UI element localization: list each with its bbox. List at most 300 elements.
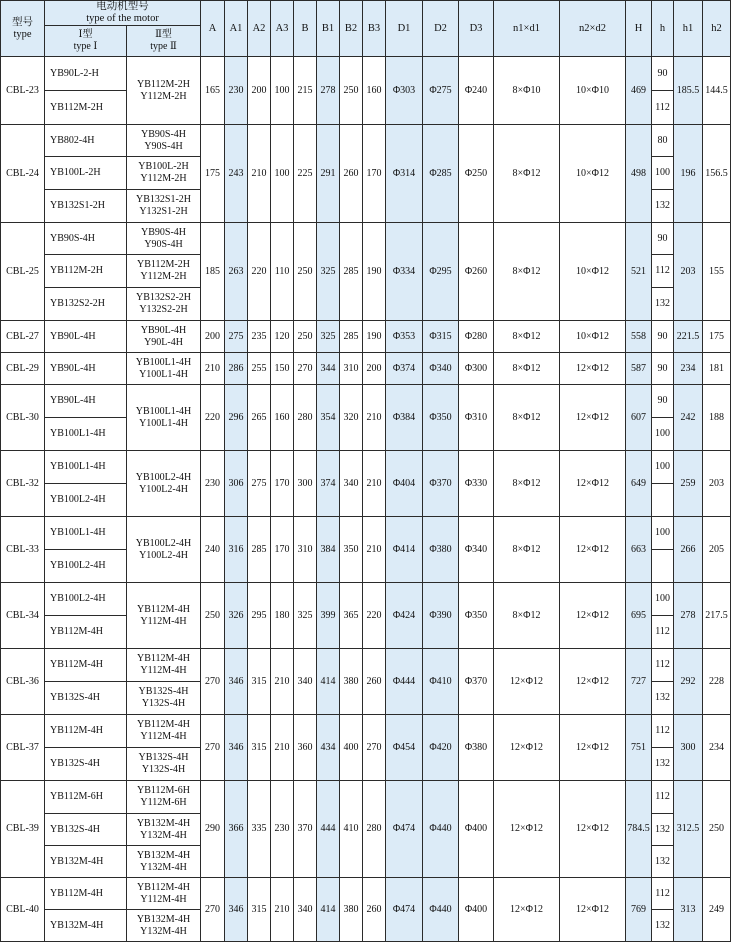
dim-h2-cell: 175 bbox=[703, 321, 731, 353]
motor-type1-cell: YB90L-4H bbox=[45, 385, 127, 418]
dim-n2d2-cell: 12×Φ12 bbox=[560, 583, 626, 649]
table-row bbox=[1, 125, 731, 157]
dim-h1-cell: 313 bbox=[674, 878, 703, 942]
motor-type2-cell bbox=[127, 781, 201, 814]
dim-D3-cell: Φ240 bbox=[459, 57, 494, 125]
dim-B-cell: 250 bbox=[294, 223, 317, 321]
dim-A1-cell: 230 bbox=[225, 57, 248, 125]
type-cell: CBL-32 bbox=[1, 451, 45, 517]
motor-type1-cell: YB132S-4H bbox=[45, 748, 127, 781]
dim-A1-cell: 316 bbox=[225, 517, 248, 583]
dim-A-cell: 270 bbox=[201, 715, 225, 781]
motor-type2-cell bbox=[127, 583, 201, 649]
dim-B1-cell: 374 bbox=[317, 451, 340, 517]
header-col-B1: B1 bbox=[317, 1, 340, 57]
dim-B1-cell: 278 bbox=[317, 57, 340, 125]
dim-B3-cell: 200 bbox=[363, 353, 386, 385]
dim-h-cell: 90 bbox=[652, 385, 674, 418]
dim-n1d1-cell: 12×Φ12 bbox=[494, 781, 560, 878]
dim-B-cell: 225 bbox=[294, 125, 317, 223]
table-row bbox=[1, 321, 731, 353]
dim-D2-cell: Φ440 bbox=[423, 781, 459, 878]
dim-h-cell: 80 bbox=[652, 125, 674, 157]
dim-H-cell: 558 bbox=[626, 321, 652, 353]
dim-D2-cell: Φ390 bbox=[423, 583, 459, 649]
motor-type1-cell: YB100L2-4H bbox=[45, 550, 127, 583]
dim-D3-cell: Φ330 bbox=[459, 451, 494, 517]
dim-B2-cell: 365 bbox=[340, 583, 363, 649]
motor-type2-yb: YB132M-4H bbox=[136, 913, 191, 925]
dim-h1-cell: 266 bbox=[674, 517, 703, 583]
dim-B1-cell: 344 bbox=[317, 353, 340, 385]
motor-type2-y: Y112M-4H bbox=[140, 893, 187, 905]
type-cell: CBL-25 bbox=[1, 223, 45, 321]
dim-h2-cell: 188 bbox=[703, 385, 731, 451]
dim-h2-cell: 217.5 bbox=[703, 583, 731, 649]
dim-D2-cell: Φ420 bbox=[423, 715, 459, 781]
dim-h-cell: 132 bbox=[652, 748, 674, 781]
dim-h2-cell: 205 bbox=[703, 517, 731, 583]
dim-B-cell: 340 bbox=[294, 878, 317, 942]
motor-type2-yb: YB112M-4H bbox=[137, 881, 190, 893]
motor-type2-yb: YB132S-4H bbox=[138, 752, 189, 763]
dim-B3-cell: 260 bbox=[363, 649, 386, 715]
motor-type2-yb: YB100L2-4H bbox=[135, 471, 192, 483]
dim-h-cell: 90 bbox=[652, 57, 674, 91]
dim-A1-cell: 306 bbox=[225, 451, 248, 517]
motor-type2-cell bbox=[127, 814, 201, 846]
dim-H-cell: 663 bbox=[626, 517, 652, 583]
dim-B1-cell: 434 bbox=[317, 715, 340, 781]
dim-h-cell: 132 bbox=[652, 190, 674, 223]
dim-h2-cell: 203 bbox=[703, 451, 731, 517]
dim-A3-cell: 120 bbox=[271, 321, 294, 353]
dim-n2d2-cell: 12×Φ12 bbox=[560, 451, 626, 517]
dim-h1-cell: 259 bbox=[674, 451, 703, 517]
motor-type1-cell: YB100L1-4H bbox=[45, 418, 127, 451]
header-col-n2d2: n2×d2 bbox=[560, 1, 626, 57]
dim-B1-cell: 444 bbox=[317, 781, 340, 878]
dim-A1-cell: 263 bbox=[225, 223, 248, 321]
dim-D2-cell: Φ340 bbox=[423, 353, 459, 385]
motor-type2-y: Y132S1-2H bbox=[139, 206, 188, 217]
dim-h2-cell: 155 bbox=[703, 223, 731, 321]
dim-D3-cell: Φ400 bbox=[459, 781, 494, 878]
table-row bbox=[1, 649, 731, 682]
motor-type2-yb: YB132M-4H bbox=[136, 817, 191, 829]
motor-type2-y: Y112M-6H bbox=[140, 797, 187, 808]
dim-A-cell: 165 bbox=[201, 57, 225, 125]
dim-h-cell: 90 bbox=[652, 321, 674, 353]
dim-D3-cell: Φ350 bbox=[459, 583, 494, 649]
dim-B3-cell: 190 bbox=[363, 321, 386, 353]
dim-B3-cell: 280 bbox=[363, 781, 386, 878]
motor-type1-cell: YB90L-4H bbox=[45, 321, 127, 353]
motor-type2-y: Y132M-4H bbox=[140, 925, 187, 937]
dim-D1-cell: Φ424 bbox=[386, 583, 423, 649]
motor-type2-y: Y132S-4H bbox=[141, 698, 186, 709]
header-col-H: H bbox=[626, 1, 652, 57]
dim-A3-cell: 110 bbox=[271, 223, 294, 321]
dim-B1-cell: 399 bbox=[317, 583, 340, 649]
dim-h1-cell: 242 bbox=[674, 385, 703, 451]
motor-type2-cell bbox=[127, 517, 201, 583]
dim-B-cell: 270 bbox=[294, 353, 317, 385]
motor-type2-cell bbox=[127, 223, 201, 255]
motor-type1-cell: YB90L-2-H bbox=[45, 57, 127, 91]
dim-n2d2-cell: 12×Φ12 bbox=[560, 781, 626, 878]
table-row bbox=[1, 583, 731, 616]
dim-h-cell: 112 bbox=[652, 781, 674, 814]
table-row bbox=[1, 451, 731, 484]
motor-type1-cell: YB132S-4H bbox=[45, 814, 127, 846]
dim-h2-cell: 228 bbox=[703, 649, 731, 715]
dim-D1-cell: Φ303 bbox=[386, 57, 423, 125]
motor-type2-yb: YB132S-4H bbox=[138, 686, 189, 697]
dim-D2-cell: Φ315 bbox=[423, 321, 459, 353]
dim-D2-cell: Φ285 bbox=[423, 125, 459, 223]
dim-B3-cell: 210 bbox=[363, 385, 386, 451]
type-cell: CBL-33 bbox=[1, 517, 45, 583]
dim-n2d2-cell: 12×Φ12 bbox=[560, 517, 626, 583]
motor-type2-cell bbox=[127, 846, 201, 878]
dim-D3-cell: Φ340 bbox=[459, 517, 494, 583]
dim-h-cell: 90 bbox=[652, 223, 674, 255]
motor-type2-cell bbox=[127, 649, 201, 682]
motor-type2-y: Y132S2-2H bbox=[139, 304, 188, 315]
dim-D1-cell: Φ353 bbox=[386, 321, 423, 353]
header-col-D1: D1 bbox=[386, 1, 423, 57]
dim-h1-cell: 234 bbox=[674, 353, 703, 385]
dim-n2d2-cell: 12×Φ12 bbox=[560, 878, 626, 942]
motor-type2-y: Y112M-4H bbox=[140, 731, 187, 742]
dim-D2-cell: Φ370 bbox=[423, 451, 459, 517]
dim-D2-cell: Φ275 bbox=[423, 57, 459, 125]
dim-h1-cell: 300 bbox=[674, 715, 703, 781]
header-col-D3: D3 bbox=[459, 1, 494, 57]
dim-A2-cell: 210 bbox=[248, 125, 271, 223]
dim-D3-cell: Φ310 bbox=[459, 385, 494, 451]
dim-D2-cell: Φ350 bbox=[423, 385, 459, 451]
type-cell: CBL-40 bbox=[1, 878, 45, 942]
dim-D1-cell: Φ384 bbox=[386, 385, 423, 451]
motor-type2-yb: YB90S-4H bbox=[141, 128, 187, 140]
dim-D1-cell: Φ374 bbox=[386, 353, 423, 385]
dim-B-cell: 370 bbox=[294, 781, 317, 878]
header-col-B: B bbox=[294, 1, 317, 57]
dim-h-cell: 132 bbox=[652, 288, 674, 321]
dim-h-cell: 132 bbox=[652, 910, 674, 942]
motor-type2-yb: YB132S2-2H bbox=[136, 292, 192, 303]
header-col-A1: A1 bbox=[225, 1, 248, 57]
motor-type2-yb: YB112M-6H bbox=[137, 785, 190, 796]
motor-type2-yb: YB132S1-2H bbox=[136, 194, 192, 205]
header-type2: Ⅱ型 type Ⅱ bbox=[127, 26, 201, 57]
dim-B2-cell: 380 bbox=[340, 878, 363, 942]
motor-type1-cell: YB90L-4H bbox=[45, 353, 127, 385]
motor-type2-y: Y100L2-4H bbox=[139, 549, 188, 561]
motor-type2-yb: YB100L1-4H bbox=[135, 356, 192, 368]
dim-D2-cell: Φ380 bbox=[423, 517, 459, 583]
header-motor: 电动机型号 type of the motor bbox=[45, 1, 201, 26]
dim-h-cell: 112 bbox=[652, 616, 674, 649]
header-col-h1: h1 bbox=[674, 1, 703, 57]
motor-type2-cell bbox=[127, 125, 201, 157]
dim-B3-cell: 260 bbox=[363, 878, 386, 942]
header-col-B2: B2 bbox=[340, 1, 363, 57]
dim-B-cell: 325 bbox=[294, 583, 317, 649]
dim-D1-cell: Φ454 bbox=[386, 715, 423, 781]
dim-A2-cell: 295 bbox=[248, 583, 271, 649]
dim-n1d1-cell: 12×Φ12 bbox=[494, 715, 560, 781]
motor-type2-y: Y112M-4H bbox=[140, 615, 187, 627]
motor-type1-cell: YB132S2-2H bbox=[45, 288, 127, 321]
dim-A-cell: 250 bbox=[201, 583, 225, 649]
dim-A2-cell: 255 bbox=[248, 353, 271, 385]
motor-type1-cell: YB802-4H bbox=[45, 125, 127, 157]
table-row bbox=[1, 715, 731, 748]
dim-B2-cell: 285 bbox=[340, 223, 363, 321]
header-col-A3: A3 bbox=[271, 1, 294, 57]
motor-type2-cell bbox=[127, 190, 201, 223]
dim-B2-cell: 400 bbox=[340, 715, 363, 781]
dim-h1-cell: 312.5 bbox=[674, 781, 703, 878]
motor-type2-cell bbox=[127, 715, 201, 748]
dim-h1-cell: 221.5 bbox=[674, 321, 703, 353]
dim-A3-cell: 170 bbox=[271, 517, 294, 583]
dim-H-cell: 521 bbox=[626, 223, 652, 321]
dim-A2-cell: 285 bbox=[248, 517, 271, 583]
header-col-h2: h2 bbox=[703, 1, 731, 57]
dim-h2-cell: 250 bbox=[703, 781, 731, 878]
motor-type2-cell bbox=[127, 748, 201, 781]
dim-A1-cell: 346 bbox=[225, 878, 248, 942]
header-col-A2: A2 bbox=[248, 1, 271, 57]
dim-A-cell: 220 bbox=[201, 385, 225, 451]
dim-A3-cell: 100 bbox=[271, 125, 294, 223]
motor-type2-yb: YB100L-2H bbox=[138, 161, 189, 172]
dim-B1-cell: 354 bbox=[317, 385, 340, 451]
motor-type1-cell: YB112M-2H bbox=[45, 91, 127, 125]
motor-type2-y: Y112M-2H bbox=[140, 173, 187, 184]
dim-A2-cell: 315 bbox=[248, 649, 271, 715]
motor-type2-y: Y90S-4H bbox=[144, 140, 183, 152]
dim-H-cell: 498 bbox=[626, 125, 652, 223]
dim-A-cell: 175 bbox=[201, 125, 225, 223]
motor-type1-cell: YB112M-6H bbox=[45, 781, 127, 814]
dim-B2-cell: 310 bbox=[340, 353, 363, 385]
dim-A2-cell: 220 bbox=[248, 223, 271, 321]
dim-n2d2-cell: 12×Φ12 bbox=[560, 649, 626, 715]
dim-h-cell: 100 bbox=[652, 583, 674, 616]
dim-A-cell: 230 bbox=[201, 451, 225, 517]
motor-type2-yb: YB112M-4H bbox=[137, 653, 190, 664]
dim-h-cell: 112 bbox=[652, 715, 674, 748]
dim-H-cell: 587 bbox=[626, 353, 652, 385]
dim-A3-cell: 210 bbox=[271, 715, 294, 781]
dim-D1-cell: Φ444 bbox=[386, 649, 423, 715]
dim-h2-cell: 249 bbox=[703, 878, 731, 942]
dim-B-cell: 340 bbox=[294, 649, 317, 715]
dim-h-cell: 132 bbox=[652, 846, 674, 878]
dim-B2-cell: 285 bbox=[340, 321, 363, 353]
table-body bbox=[1, 57, 731, 942]
motor-type1-cell: YB100L2-4H bbox=[45, 583, 127, 616]
dim-n2d2-cell: 10×Φ12 bbox=[560, 321, 626, 353]
dim-h-cell: 100 bbox=[652, 451, 674, 484]
dim-B3-cell: 210 bbox=[363, 517, 386, 583]
dim-A2-cell: 315 bbox=[248, 715, 271, 781]
dim-n2d2-cell: 12×Φ12 bbox=[560, 715, 626, 781]
dim-h2-cell: 234 bbox=[703, 715, 731, 781]
motor-type2-cell bbox=[127, 682, 201, 715]
dim-h-cell: 90 bbox=[652, 353, 674, 385]
motor-type1-cell: YB132M-4H bbox=[45, 910, 127, 942]
dim-A-cell: 290 bbox=[201, 781, 225, 878]
dim-A-cell: 240 bbox=[201, 517, 225, 583]
motor-type2-y: Y112M-2H bbox=[140, 90, 187, 102]
dim-A3-cell: 210 bbox=[271, 649, 294, 715]
table-row bbox=[1, 353, 731, 385]
dim-h-cell: 100 bbox=[652, 517, 674, 550]
motor-type1-cell: YB100L1-4H bbox=[45, 451, 127, 484]
dim-h-cell bbox=[652, 550, 674, 583]
motor-type2-yb: YB112M-2H bbox=[137, 78, 190, 90]
motor-type2-y: Y132M-4H bbox=[140, 829, 187, 841]
dim-D3-cell: Φ300 bbox=[459, 353, 494, 385]
dim-B2-cell: 410 bbox=[340, 781, 363, 878]
dim-h-cell: 112 bbox=[652, 255, 674, 288]
type-cell: CBL-29 bbox=[1, 353, 45, 385]
motor-type2-y: Y90L-4H bbox=[144, 336, 183, 348]
dim-A-cell: 270 bbox=[201, 649, 225, 715]
dim-h2-cell: 144.5 bbox=[703, 57, 731, 125]
dim-n1d1-cell: 8×Φ10 bbox=[494, 57, 560, 125]
motor-type1-cell: YB132S1-2H bbox=[45, 190, 127, 223]
dim-A3-cell: 160 bbox=[271, 385, 294, 451]
dim-D1-cell: Φ314 bbox=[386, 125, 423, 223]
dim-n2d2-cell: 10×Φ10 bbox=[560, 57, 626, 125]
dim-n1d1-cell: 12×Φ12 bbox=[494, 649, 560, 715]
dim-n1d1-cell: 8×Φ12 bbox=[494, 223, 560, 321]
dim-A1-cell: 243 bbox=[225, 125, 248, 223]
dim-B-cell: 280 bbox=[294, 385, 317, 451]
motor-type2-y: Y100L1-4H bbox=[139, 368, 188, 380]
motor-type2-y: Y112M-4H bbox=[140, 665, 187, 676]
dim-A-cell: 200 bbox=[201, 321, 225, 353]
dim-H-cell: 649 bbox=[626, 451, 652, 517]
dim-A2-cell: 315 bbox=[248, 878, 271, 942]
dim-D2-cell: Φ440 bbox=[423, 878, 459, 942]
dim-B2-cell: 320 bbox=[340, 385, 363, 451]
motor-type2-y: Y90S-4H bbox=[144, 238, 183, 250]
motor-type2-yb: YB112M-4H bbox=[137, 603, 190, 615]
motor-type1-cell: YB100L-2H bbox=[45, 157, 127, 190]
dim-B3-cell: 160 bbox=[363, 57, 386, 125]
dim-B2-cell: 250 bbox=[340, 57, 363, 125]
dim-B2-cell: 380 bbox=[340, 649, 363, 715]
dim-D3-cell: Φ370 bbox=[459, 649, 494, 715]
dim-D1-cell: Φ474 bbox=[386, 878, 423, 942]
dim-n2d2-cell: 12×Φ12 bbox=[560, 385, 626, 451]
dim-D3-cell: Φ260 bbox=[459, 223, 494, 321]
table-row bbox=[1, 57, 731, 91]
dim-B3-cell: 210 bbox=[363, 451, 386, 517]
dim-h1-cell: 185.5 bbox=[674, 57, 703, 125]
motor-type2-y: Y100L2-4H bbox=[139, 483, 188, 495]
dim-D3-cell: Φ280 bbox=[459, 321, 494, 353]
dim-B1-cell: 414 bbox=[317, 649, 340, 715]
dim-A2-cell: 235 bbox=[248, 321, 271, 353]
dim-n1d1-cell: 8×Φ12 bbox=[494, 385, 560, 451]
dim-H-cell: 469 bbox=[626, 57, 652, 125]
type-cell: CBL-24 bbox=[1, 125, 45, 223]
dim-A1-cell: 346 bbox=[225, 715, 248, 781]
motor-type1-cell: YB112M-4H bbox=[45, 715, 127, 748]
dim-h1-cell: 196 bbox=[674, 125, 703, 223]
dim-A3-cell: 150 bbox=[271, 353, 294, 385]
motor-type2-cell bbox=[127, 321, 201, 353]
header-col-B3: B3 bbox=[363, 1, 386, 57]
motor-type2-cell bbox=[127, 288, 201, 321]
table-row bbox=[1, 223, 731, 255]
header-col-A: A bbox=[201, 1, 225, 57]
dim-D2-cell: Φ410 bbox=[423, 649, 459, 715]
dim-h-cell: 100 bbox=[652, 418, 674, 451]
dim-A-cell: 210 bbox=[201, 353, 225, 385]
dim-B2-cell: 260 bbox=[340, 125, 363, 223]
dim-B1-cell: 291 bbox=[317, 125, 340, 223]
dim-H-cell: 727 bbox=[626, 649, 652, 715]
dim-A2-cell: 200 bbox=[248, 57, 271, 125]
dim-h-cell bbox=[652, 484, 674, 517]
dim-D3-cell: Φ380 bbox=[459, 715, 494, 781]
dim-A-cell: 270 bbox=[201, 878, 225, 942]
motor-type2-cell bbox=[127, 157, 201, 190]
dim-n2d2-cell: 12×Φ12 bbox=[560, 353, 626, 385]
dim-n1d1-cell: 8×Φ12 bbox=[494, 451, 560, 517]
dim-B-cell: 360 bbox=[294, 715, 317, 781]
dim-n1d1-cell: 12×Φ12 bbox=[494, 878, 560, 942]
dim-h2-cell: 156.5 bbox=[703, 125, 731, 223]
dim-A1-cell: 296 bbox=[225, 385, 248, 451]
dim-A1-cell: 326 bbox=[225, 583, 248, 649]
motor-type2-cell bbox=[127, 57, 201, 125]
dim-D1-cell: Φ334 bbox=[386, 223, 423, 321]
dim-h-cell: 112 bbox=[652, 649, 674, 682]
dim-A1-cell: 366 bbox=[225, 781, 248, 878]
motor-type1-cell: YB90S-4H bbox=[45, 223, 127, 255]
dim-B1-cell: 384 bbox=[317, 517, 340, 583]
type-cell: CBL-36 bbox=[1, 649, 45, 715]
header-type: 型号 type bbox=[1, 1, 45, 57]
dim-D1-cell: Φ404 bbox=[386, 451, 423, 517]
dim-D1-cell: Φ414 bbox=[386, 517, 423, 583]
motor-type2-y: Y132M-4H bbox=[140, 861, 187, 873]
motor-type2-yb: YB132M-4H bbox=[136, 849, 191, 861]
motor-type2-yb: YB90S-4H bbox=[141, 226, 187, 238]
motor-type1-cell: YB112M-4H bbox=[45, 616, 127, 649]
dim-D3-cell: Φ250 bbox=[459, 125, 494, 223]
dim-A3-cell: 210 bbox=[271, 878, 294, 942]
dim-A1-cell: 275 bbox=[225, 321, 248, 353]
dim-B2-cell: 340 bbox=[340, 451, 363, 517]
dim-A1-cell: 346 bbox=[225, 649, 248, 715]
motor-type1-cell: YB132S-4H bbox=[45, 682, 127, 715]
motor-type2-cell bbox=[127, 353, 201, 385]
dim-A3-cell: 100 bbox=[271, 57, 294, 125]
motor-type2-yb: YB100L1-4H bbox=[135, 405, 192, 417]
